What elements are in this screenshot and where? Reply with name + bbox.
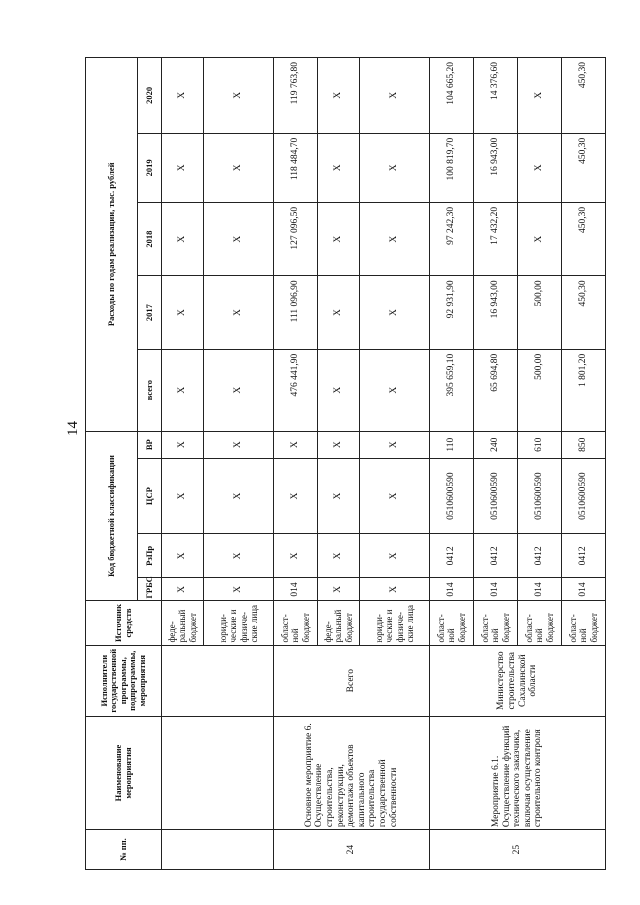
vr-cell: X — [274, 431, 318, 458]
executor-cell: Всего — [274, 645, 430, 716]
header-source: Источник средств — [86, 601, 162, 645]
vr-cell: 610 — [518, 431, 562, 458]
grbs-cell: 014 — [518, 578, 562, 601]
source-cell: област-ной бюджет — [274, 601, 318, 645]
grbs-cell: X — [318, 578, 360, 601]
vr-cell: X — [204, 431, 274, 458]
y2020-cell: 119 763,80 — [274, 58, 318, 134]
header-executors: Исполнители государственной программы, подпрограммы, мероприятия — [86, 645, 162, 716]
total-cell: X — [318, 349, 360, 431]
header-2017: 2017 — [138, 276, 162, 349]
grbs-cell: 014 — [474, 578, 518, 601]
empty-name-cell — [162, 716, 274, 829]
csr-cell: 0510600590 — [430, 458, 474, 534]
row-number: 25 — [430, 830, 606, 870]
table-row — [430, 58, 474, 870]
y2020-cell: X — [204, 58, 274, 134]
y2018-cell: X — [318, 202, 360, 275]
header-2018: 2018 — [138, 202, 162, 275]
y2020-cell: X — [162, 58, 204, 134]
header-code-group: Код бюджетной классификации — [86, 431, 138, 601]
csr-cell: 0510600590 — [562, 458, 606, 534]
y2018-cell: 97 242,30 — [430, 202, 474, 275]
rzpr-cell: X — [360, 534, 430, 578]
grbs-cell: 014 — [430, 578, 474, 601]
header-rzpr: РзПр — [138, 534, 162, 578]
header-expenses-group: Расходы по годам реализации, тыс. рублей — [86, 58, 138, 432]
rzpr-cell: 0412 — [518, 534, 562, 578]
total-cell: 476 441,90 — [274, 349, 318, 431]
y2019-cell: X — [162, 133, 204, 202]
csr-cell: X — [162, 458, 204, 534]
source-cell: област-ной бюджет — [518, 601, 562, 645]
total-cell: X — [360, 349, 430, 431]
y2017-cell: 111 096,90 — [274, 276, 318, 349]
total-cell: 65 694,80 — [474, 349, 518, 431]
y2017-cell: 16 943,00 — [474, 276, 518, 349]
header-grbs: ГРБС — [138, 578, 162, 601]
y2020-cell: X — [518, 58, 562, 134]
y2019-cell: 118 484,70 — [274, 133, 318, 202]
y2020-cell: X — [318, 58, 360, 134]
rzpr-cell: X — [204, 534, 274, 578]
y2019-cell: X — [360, 133, 430, 202]
y2019-cell: 450,30 — [562, 133, 606, 202]
y2017-cell: 500,00 — [518, 276, 562, 349]
y2019-cell: 16 943,00 — [474, 133, 518, 202]
csr-cell: X — [318, 458, 360, 534]
source-cell: феде-ральный бюджет — [162, 601, 204, 645]
header-2020: 2020 — [138, 58, 162, 134]
vr-cell: X — [360, 431, 430, 458]
grbs-cell: 014 — [562, 578, 606, 601]
header-vr: ВР — [138, 431, 162, 458]
rzpr-cell: X — [162, 534, 204, 578]
y2019-cell: X — [318, 133, 360, 202]
y2017-cell: X — [318, 276, 360, 349]
csr-cell: 0510600590 — [474, 458, 518, 534]
y2018-cell: 450,30 — [562, 202, 606, 275]
y2019-cell: X — [204, 133, 274, 202]
y2018-cell: 127 096,50 — [274, 202, 318, 275]
grbs-cell: X — [162, 578, 204, 601]
total-cell: 395 659,10 — [430, 349, 474, 431]
rzpr-cell: X — [274, 534, 318, 578]
y2017-cell: X — [204, 276, 274, 349]
rzpr-cell: X — [318, 534, 360, 578]
page-number: 14 — [65, 421, 81, 436]
grbs-cell: 014 — [274, 578, 318, 601]
rzpr-cell: 0412 — [562, 534, 606, 578]
source-cell: област-ной бюджет — [430, 601, 474, 645]
vr-cell: X — [318, 431, 360, 458]
total-cell: X — [204, 349, 274, 431]
y2020-cell: X — [360, 58, 430, 134]
source-cell: феде-ральный бюджет — [318, 601, 360, 645]
source-cell: юриди-ческие и физиче-ские лица — [204, 601, 274, 645]
header-num: № пп. — [86, 830, 162, 870]
y2019-cell: X — [518, 133, 562, 202]
y2019-cell: 100 819,70 — [430, 133, 474, 202]
table-row — [274, 58, 318, 870]
csr-cell: 0510600590 — [518, 458, 562, 534]
y2018-cell: X — [162, 202, 204, 275]
total-cell: X — [162, 349, 204, 431]
y2017-cell: 450,30 — [562, 276, 606, 349]
header-2019: 2019 — [138, 133, 162, 202]
budget-table — [85, 57, 606, 870]
y2017-cell: 92 931,90 — [430, 276, 474, 349]
y2018-cell: X — [518, 202, 562, 275]
vr-cell: X — [162, 431, 204, 458]
source-cell: област-ной бюджет — [562, 601, 606, 645]
row-number: 24 — [274, 830, 430, 870]
grbs-cell: X — [360, 578, 430, 601]
header-total: всего — [138, 349, 162, 431]
source-cell: юриди-ческие и физиче-ские лица — [360, 601, 430, 645]
y2020-cell: 14 376,60 — [474, 58, 518, 134]
csr-cell: X — [204, 458, 274, 534]
total-cell: 1 801,20 — [562, 349, 606, 431]
y2017-cell: X — [360, 276, 430, 349]
header-csr: ЦСР — [138, 458, 162, 534]
grbs-cell: X — [204, 578, 274, 601]
empty-num-cell — [162, 830, 274, 870]
y2020-cell: 450,30 — [562, 58, 606, 134]
activity-name: Основное мероприятие 6. Осуществление строительства, реконструкции, демонтажа объектов капитального строительства государственной собственности — [274, 716, 430, 829]
y2018-cell: X — [360, 202, 430, 275]
csr-cell: X — [360, 458, 430, 534]
executor-cell: Министерство строительства Сахалинской области — [430, 645, 606, 716]
csr-cell: X — [274, 458, 318, 534]
rzpr-cell: 0412 — [430, 534, 474, 578]
y2018-cell: X — [204, 202, 274, 275]
source-cell: област-ной бюджет — [474, 601, 518, 645]
table-row — [162, 58, 204, 870]
y2017-cell: X — [162, 276, 204, 349]
y2020-cell: 104 665,20 — [430, 58, 474, 134]
vr-cell: 110 — [430, 431, 474, 458]
header-name: Наименование мероприятия — [86, 716, 162, 829]
vr-cell: 850 — [562, 431, 606, 458]
rotated-table-container — [85, 57, 640, 870]
rzpr-cell: 0412 — [474, 534, 518, 578]
total-cell: 500,00 — [518, 349, 562, 431]
y2018-cell: 17 432,20 — [474, 202, 518, 275]
empty-executor-cell — [162, 645, 274, 716]
activity-name: Мероприятие 6.1. Осуществление функций технического заказчика, включая осуществление строительного контроля — [430, 716, 606, 829]
vr-cell: 240 — [474, 431, 518, 458]
